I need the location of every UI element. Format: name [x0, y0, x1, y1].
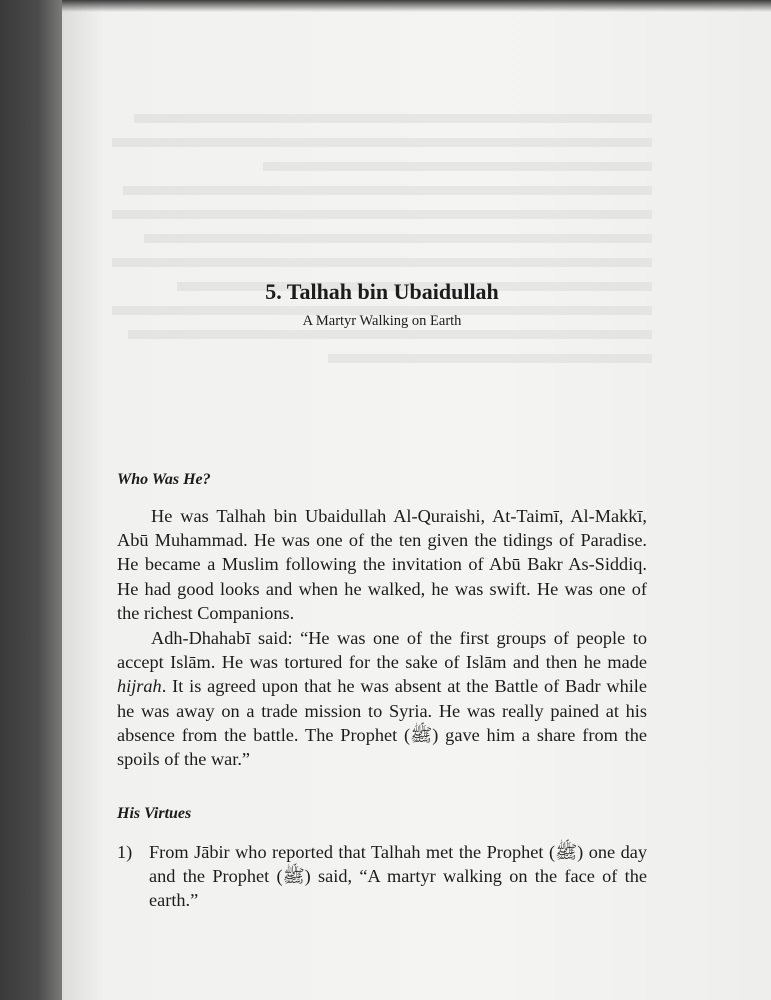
paragraph-biography: He was Talhah bin Ubaidullah Al-Quraishi, At-Taimī, Al-Makkī, Abū Muhammad. He was one of the ten given the tidings of Paradise. He became a Muslim following the invitation of Abū Bakr As-Siddiq. He had good looks and when he walked, he was swift. He was one of the richest Companions. — [117, 506, 647, 623]
italic-term: hijrah — [117, 676, 162, 697]
book-spine-shadow — [0, 0, 62, 1000]
list-item-text: From Jābir who reported that Talhah met the Prophet (ﷺ) one day and the Prophet (ﷺ) said, “A martyr walking on the face of the earth.” — [149, 842, 647, 911]
list-item-number: 1) — [117, 842, 133, 862]
paragraph-adh-dhahabi-quote: Adh-Dhahabī said: “He was one of the first groups of people to accept Islām. He was tortured for the sake of Islām and then he made hijrah. It is agreed upon that he was absent at the Battle of Badr while he was away on a trade mission to Syria. He was really pained at his absence from the battle. The Prophet (ﷺ) gave him a share from the spoils of the war.” — [117, 628, 648, 770]
section-heading-his-virtues: His Virtues — [117, 805, 192, 822]
chapter-subtitle: A Martyr Walking on Earth — [302, 313, 462, 329]
section-heading-who-was-he: Who Was He? — [117, 471, 211, 488]
chapter-title: 5. Talhah bin Ubaidullah — [265, 279, 499, 304]
page-top-shadow — [62, 0, 771, 12]
